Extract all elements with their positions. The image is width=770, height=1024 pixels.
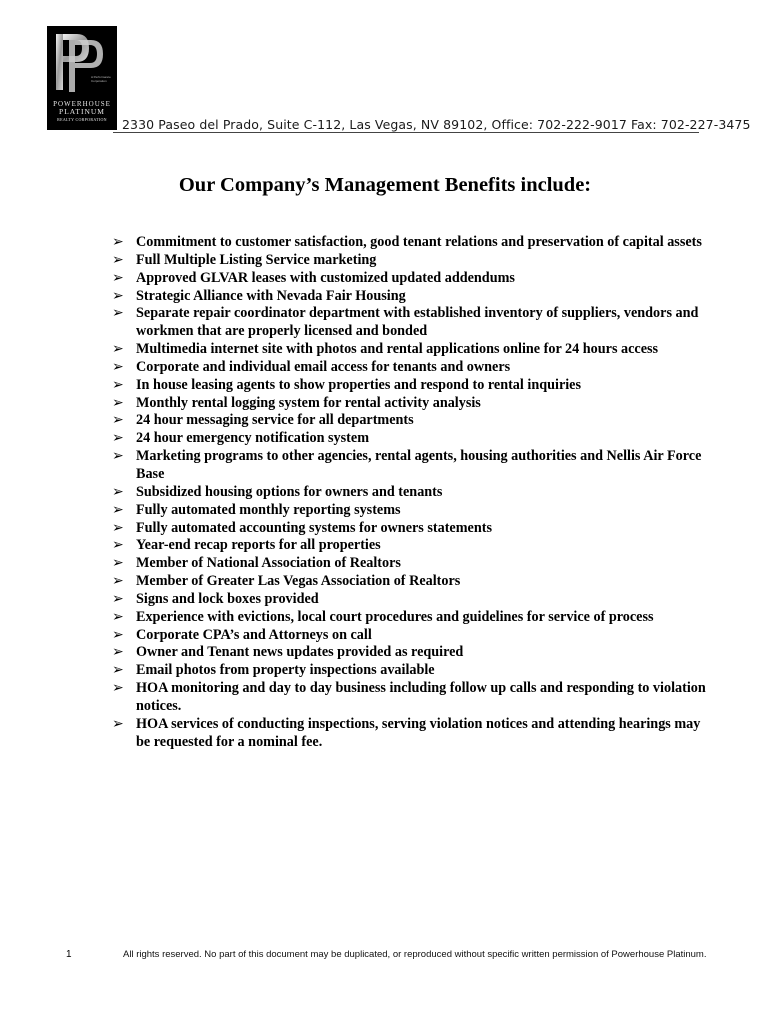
- benefit-text: Member of National Association of Realtors: [136, 555, 401, 572]
- arrow-bullet-icon: ➢: [112, 590, 124, 607]
- benefit-item: [112, 627, 712, 645]
- benefit-item: [112, 591, 712, 609]
- benefit-text: Member of Greater Las Vegas Association of Realtors: [136, 573, 461, 590]
- arrow-bullet-icon: ➢: [112, 573, 124, 590]
- benefit-item: [112, 537, 712, 555]
- benefit-item: [112, 305, 712, 341]
- benefit-text: Email photos from property inspections available: [136, 662, 435, 679]
- benefit-text: Monthly rental logging system for rental activity analysis: [136, 394, 481, 411]
- benefit-text: 24 hour messaging service for all departments: [136, 412, 414, 429]
- benefit-text: Year-end recap reports for all properties: [136, 537, 381, 554]
- arrow-bullet-icon: ➢: [112, 680, 124, 697]
- benefit-text: Strategic Alliance with Nevada Fair Housing: [136, 287, 406, 304]
- arrow-bullet-icon: ➢: [112, 251, 124, 268]
- benefit-item: [112, 573, 712, 591]
- logo-line-platinum: PLATINUM: [59, 107, 105, 116]
- arrow-bullet-icon: ➢: [112, 555, 124, 572]
- arrow-bullet-icon: ➢: [112, 448, 124, 465]
- arrow-bullet-icon: ➢: [112, 287, 124, 304]
- logo-line-realty: REALTY CORPORATION: [57, 117, 107, 122]
- arrow-bullet-icon: ➢: [112, 234, 124, 250]
- benefit-item: [112, 234, 712, 252]
- benefit-item: [112, 412, 712, 430]
- benefit-text: Commitment to customer satisfaction, good tenant relations and preservation of capital assets: [136, 234, 702, 250]
- benefit-text: Multimedia internet site with photos and rental applications online for 24 hours access: [136, 341, 659, 358]
- benefit-text: Owner and Tenant news updates provided as required: [136, 644, 464, 661]
- benefit-item: [112, 609, 712, 627]
- arrow-bullet-icon: ➢: [112, 608, 124, 625]
- arrow-bullet-icon: ➢: [112, 269, 124, 286]
- benefit-item: [112, 359, 712, 377]
- logo-wordmark: [47, 100, 117, 124]
- benefit-text: Full Multiple Listing Service marketing: [136, 251, 377, 268]
- arrow-bullet-icon: ➢: [112, 537, 124, 554]
- benefit-item: [112, 377, 712, 395]
- benefit-item: [112, 520, 712, 538]
- benefit-item: [112, 716, 712, 752]
- arrow-bullet-icon: ➢: [112, 483, 124, 500]
- company-address: 2330 Paseo del Prado, Suite C-112, Las Vegas, NV 89102, Office: 702-222-9017 Fax: 702-227-3475: [122, 117, 751, 132]
- benefits-list: [112, 234, 712, 751]
- arrow-bullet-icon: ➢: [112, 376, 124, 393]
- benefit-text: Marketing programs to other agencies, rental agents, housing authorities and Nellis Air Force Base: [136, 448, 702, 482]
- page-title: Our Company’s Management Benefits include:: [178, 174, 592, 196]
- arrow-bullet-icon: ➢: [112, 715, 124, 732]
- arrow-bullet-icon: ➢: [112, 305, 124, 322]
- benefit-item: [112, 555, 712, 573]
- arrow-bullet-icon: ➢: [112, 501, 124, 518]
- page-number: 1: [66, 949, 72, 960]
- benefit-text: 24 hour emergency notification system: [136, 430, 370, 447]
- benefit-item: [112, 288, 712, 306]
- benefit-item: [112, 395, 712, 413]
- benefit-text: In house leasing agents to show properties and respond to rental inquiries: [136, 376, 582, 393]
- arrow-bullet-icon: ➢: [112, 430, 124, 447]
- arrow-bullet-icon: ➢: [112, 394, 124, 411]
- benefit-text: Corporate and individual email access for tenants and owners: [136, 358, 511, 375]
- benefit-item: [112, 341, 712, 359]
- benefit-text: Experience with evictions, local court procedures and guidelines for service of process: [136, 608, 654, 625]
- benefit-text: Corporate CPA’s and Attorneys on call: [136, 626, 372, 643]
- benefit-text: Approved GLVAR leases with customized updated addendums: [136, 269, 515, 286]
- logo-line-powerhouse: POWERHOUSE: [53, 100, 111, 108]
- benefit-item: [112, 680, 712, 716]
- copyright-notice: All rights reserved. No part of this document may be duplicated, or reproduced without specific written permission of Powerhouse Platinum.: [123, 949, 707, 960]
- header-divider: [113, 132, 699, 133]
- benefit-text: HOA monitoring and day to day business including follow up calls and responding to violation notices.: [136, 680, 706, 714]
- benefit-text: Separate repair coordinator department with established inventory of suppliers, vendors and workmen that are properly licensed and bonded: [136, 305, 699, 340]
- benefit-item: [112, 502, 712, 520]
- arrow-bullet-icon: ➢: [112, 358, 124, 375]
- benefit-item: [112, 252, 712, 270]
- arrow-bullet-icon: ➢: [112, 662, 124, 679]
- company-logo: [47, 26, 117, 130]
- benefit-item: [112, 484, 712, 502]
- benefit-item: [112, 644, 712, 662]
- benefit-item: [112, 270, 712, 288]
- benefit-item: [112, 662, 712, 680]
- benefit-text: Subsidized housing options for owners and tenants: [136, 483, 443, 500]
- benefit-text: HOA services of conducting inspections, serving violation notices and attending hearings may be requested for a nominal fee.: [136, 715, 701, 750]
- benefit-text: Fully automated accounting systems for owners statements: [136, 519, 492, 536]
- arrow-bullet-icon: ➢: [112, 644, 124, 661]
- arrow-bullet-icon: ➢: [112, 412, 124, 429]
- benefit-text: Signs and lock boxes provided: [136, 590, 319, 607]
- arrow-bullet-icon: ➢: [112, 626, 124, 643]
- benefit-text: Fully automated monthly reporting systems: [136, 501, 401, 518]
- benefit-item: [112, 448, 712, 484]
- benefit-item: [112, 430, 712, 448]
- arrow-bullet-icon: ➢: [112, 341, 124, 358]
- logo-tagline: A Performance Corporation: [91, 75, 111, 83]
- arrow-bullet-icon: ➢: [112, 519, 124, 536]
